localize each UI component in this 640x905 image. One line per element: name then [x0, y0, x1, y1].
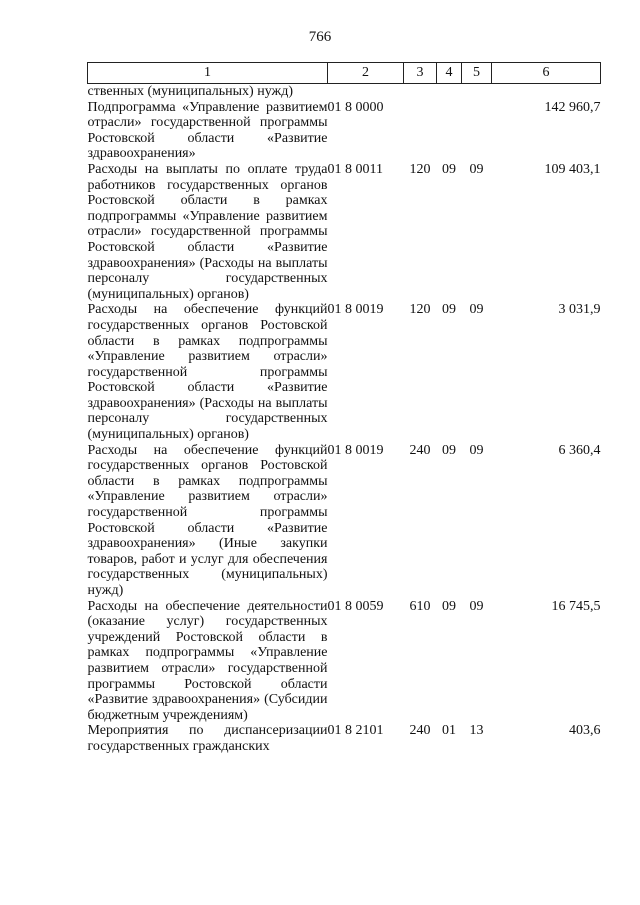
row-section: 01	[442, 723, 456, 739]
row-expense-type	[404, 84, 437, 100]
row-description: Расходы на обеспечение функций государственных органов Ростовской области в рамках подпрограммы «Управление развитием отрасли» государственной программы Ростовской области «Развитие здравоохранения» (Иные закупки товаров, работ и услуг для обеспечения государственных (муниципальных) нужд)	[87, 442, 328, 598]
row-subsection: 09	[469, 302, 484, 318]
header-col-5: 5	[462, 63, 492, 84]
row-section: 09	[442, 598, 456, 614]
row-expense-type: 610	[409, 598, 431, 614]
row-description: ственных (муниципальных) нужд)	[87, 84, 293, 99]
row-subsection: 13	[469, 723, 484, 739]
row-amount: 142 960,7	[544, 99, 601, 115]
row-code: 01 8 0019	[327, 302, 384, 318]
table-row	[88, 162, 601, 302]
row-description: Расходы на обеспечение функций государственных органов Ростовской области в рамках подпрограммы «Управление развитием отрасли» государственной программы Ростовской области «Развитие здравоохранения» (Расходы на выплаты персоналу государственных (муниципальных) органов)	[87, 302, 328, 443]
row-section	[437, 84, 462, 100]
table-row	[88, 302, 601, 442]
header-col-1: 1	[88, 63, 328, 84]
row-description: Мероприятия по диспансеризации государственных гражданских	[87, 723, 328, 754]
budget-table	[87, 62, 601, 755]
table-row	[88, 599, 601, 724]
row-expense-type: 120	[409, 302, 431, 318]
row-description: Расходы на обеспечение деятельности (оказание услуг) государственных учреждений Ростовской области в рамках подпрограммы «Управление развитием отрасли» государственной программы Ростовской области «Развитие здравоохранения» (Субсидии бюджетным учреждениям)	[87, 598, 328, 723]
table-row	[88, 100, 601, 162]
row-section	[437, 100, 462, 162]
row-subsection	[462, 100, 492, 162]
row-amount: 16 745,5	[551, 598, 601, 614]
row-subsection	[462, 84, 492, 100]
row-description: Подпрограмма «Управление развитием отрасли» государственной программы Ростовской области «Развитие здравоохранения»	[87, 99, 328, 162]
row-section: 09	[442, 442, 456, 458]
header-row	[88, 63, 601, 84]
header-col-4: 4	[437, 63, 462, 84]
row-code: 01 8 0000	[327, 99, 384, 115]
row-subsection: 09	[469, 598, 484, 614]
header-col-3: 3	[404, 63, 437, 84]
header-col-6: 6	[492, 63, 601, 84]
row-expense-type	[404, 100, 437, 162]
row-code: 01 8 0059	[327, 598, 384, 614]
row-code	[328, 84, 404, 100]
row-section: 09	[442, 161, 456, 177]
page-number: 766	[308, 29, 332, 45]
table-row	[88, 443, 601, 599]
row-amount: 6 360,4	[558, 442, 601, 458]
row-code: 01 8 2101	[327, 723, 384, 739]
row-subsection: 09	[469, 161, 484, 177]
row-expense-type: 120	[409, 161, 431, 177]
row-code: 01 8 0019	[327, 442, 384, 458]
row-description: Расходы на выплаты по оплате труда работников государственных органов Ростовской области в рамках подпрограммы «Управление развитием отрасли» государственной программы Ростовской области «Развитие здравоохранения» (Расходы на выплаты персоналу государственных (муниципальных) органов)	[87, 161, 328, 302]
row-code: 01 8 0011	[327, 161, 383, 177]
row-expense-type: 240	[409, 442, 431, 458]
table-row	[88, 723, 601, 754]
row-amount: 3 031,9	[558, 302, 601, 318]
table-row	[88, 84, 601, 100]
row-expense-type: 240	[409, 723, 431, 739]
row-subsection: 09	[469, 442, 484, 458]
header-col-2: 2	[328, 63, 404, 84]
row-amount: 109 403,1	[544, 161, 601, 177]
row-amount	[492, 84, 601, 100]
row-amount: 403,6	[569, 723, 601, 739]
row-section: 09	[442, 302, 456, 318]
